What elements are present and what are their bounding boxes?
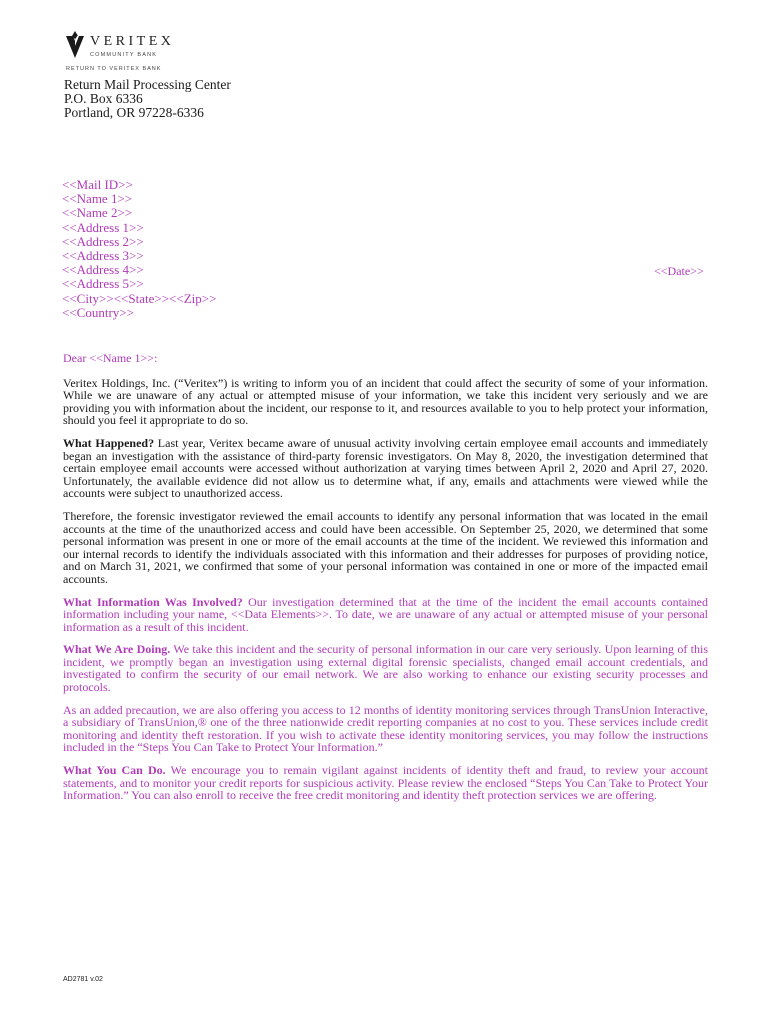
what-you-can-do-body: We encourage you to remain vigilant against incidents of identity theft and fraud, to review your account statements, and to monitor your credit reports for suspicious activity. Please review the enclosed “Steps You Can Take to Protect Your Information.” You can also enroll to receive the free credit monitoring and identity theft protection services we are offering. bbox=[63, 763, 708, 803]
veritex-v-logo-icon bbox=[64, 30, 86, 60]
logo-tagline: COMMUNITY BANK bbox=[90, 52, 158, 58]
document-code: AD2781 v.02 bbox=[63, 976, 103, 983]
what-you-can-do-heading: What You Can Do. bbox=[63, 763, 166, 778]
recipient-line: <<Country>> bbox=[62, 304, 134, 320]
letter-body bbox=[63, 352, 708, 812]
logo-subline: RETURN TO VERITEX BANK bbox=[66, 66, 162, 72]
letter-date: <<Date>> bbox=[654, 264, 704, 278]
recipient-line: <<City>><<State>><<Zip>> bbox=[62, 290, 217, 306]
recipient-line: <<Mail ID>> bbox=[62, 177, 133, 192]
recipient-address-block bbox=[62, 178, 216, 320]
return-address-line: Return Mail Processing Center bbox=[64, 77, 231, 92]
recipient-line: <<Address 5>> bbox=[62, 276, 144, 292]
return-address-line: Portland, OR 97228-6336 bbox=[64, 105, 204, 120]
recipient-line: <<Address 2>> bbox=[62, 233, 144, 249]
return-address-line: P.O. Box 6336 bbox=[64, 91, 143, 106]
investigation-paragraph: Therefore, the forensic investigator reviewed the email accounts to identify any personal information that was located in the email accounts at the time of the unauthorized access and could have been accessible. On September 25, 2020, we determined that some personal information was present in one or more of the email accounts at the time of the incident. We reviewed this information and our internal records to identify the individuals associated with this information and their addresses for purposes of providing notice, and on March 31, 2021, we confirmed that some of your personal information was contained in one or more of the impacted email accounts. bbox=[63, 508, 708, 586]
what-we-are-doing-paragraph bbox=[63, 643, 708, 693]
what-information-body: Our investigation determined that at the time of the incident the email accounts contained information including your name, <<Data Elements>>. To date, we are unaware of any actual or attempted misuse of your personal information as a result of this incident. bbox=[63, 594, 708, 634]
what-you-can-do-paragraph bbox=[63, 764, 708, 802]
recipient-line: <<Address 3>> bbox=[62, 248, 144, 264]
what-happened-body: Last year, Veritex became aware of unusual activity involving certain employee email accounts and immediately began an investigation with the assistance of third-party forensic investigators. On May 8, 2020, the investigation determined that certain employee email accounts were accessed without authorization at varying times between April 2, 2020 and April 27, 2020. Unfortunately, the available evidence did not allow us to determine what, if any, emails and attachments were viewed while the accounts were subject to unauthorized access. bbox=[63, 435, 708, 501]
recipient-line: <<Address 4>> bbox=[62, 262, 144, 278]
what-we-are-doing-body: We take this incident and the security of personal information in our care very seriously. Upon learning of this incident, we promptly began an investigation using external digital forensic specialists, changed email account credentials, and investigated to confirm the security of our email network. We are also working to enhance our existing security processes and protocols. bbox=[63, 642, 708, 695]
veritex-logo bbox=[64, 28, 184, 76]
what-we-are-doing-heading: What We Are Doing. bbox=[63, 642, 171, 657]
precaution-paragraph: As an added precaution, we are also offering you access to 12 months of identity monitoring services through TransUnion Interactive, a subsidiary of TransUnion,® one of the three nationwide credit reporting companies at no cost to you. These services include credit monitoring and identity theft restoration. If you wish to activate these identity monitoring services, you may follow the instructions included in the “Steps You Can Take to Protect Your Information.” bbox=[63, 702, 708, 755]
what-information-paragraph bbox=[63, 596, 708, 634]
recipient-line: <<Name 2>> bbox=[62, 205, 133, 221]
recipient-line: <<Address 1>> bbox=[62, 219, 144, 235]
what-information-heading: What Information Was Involved? bbox=[63, 594, 243, 609]
recipient-line: <<Name 1>> bbox=[62, 191, 133, 207]
what-happened-paragraph bbox=[63, 437, 708, 500]
salutation: Dear <<Name 1>>: bbox=[63, 351, 158, 365]
intro-paragraph: Veritex Holdings, Inc. (“Veritex”) is writing to inform you of an incident that could affect the security of some of your information. While we are unaware of any actual or attempted misuse of your information, we take this incident very seriously and we are providing you with information about the incident, our response to it, and resources available to you to help protect your information, should you feel it appropriate to do so. bbox=[63, 375, 708, 428]
logo-wordmark: VERITEX bbox=[90, 34, 175, 49]
return-address bbox=[64, 78, 231, 120]
what-happened-heading: What Happened? bbox=[63, 435, 155, 450]
